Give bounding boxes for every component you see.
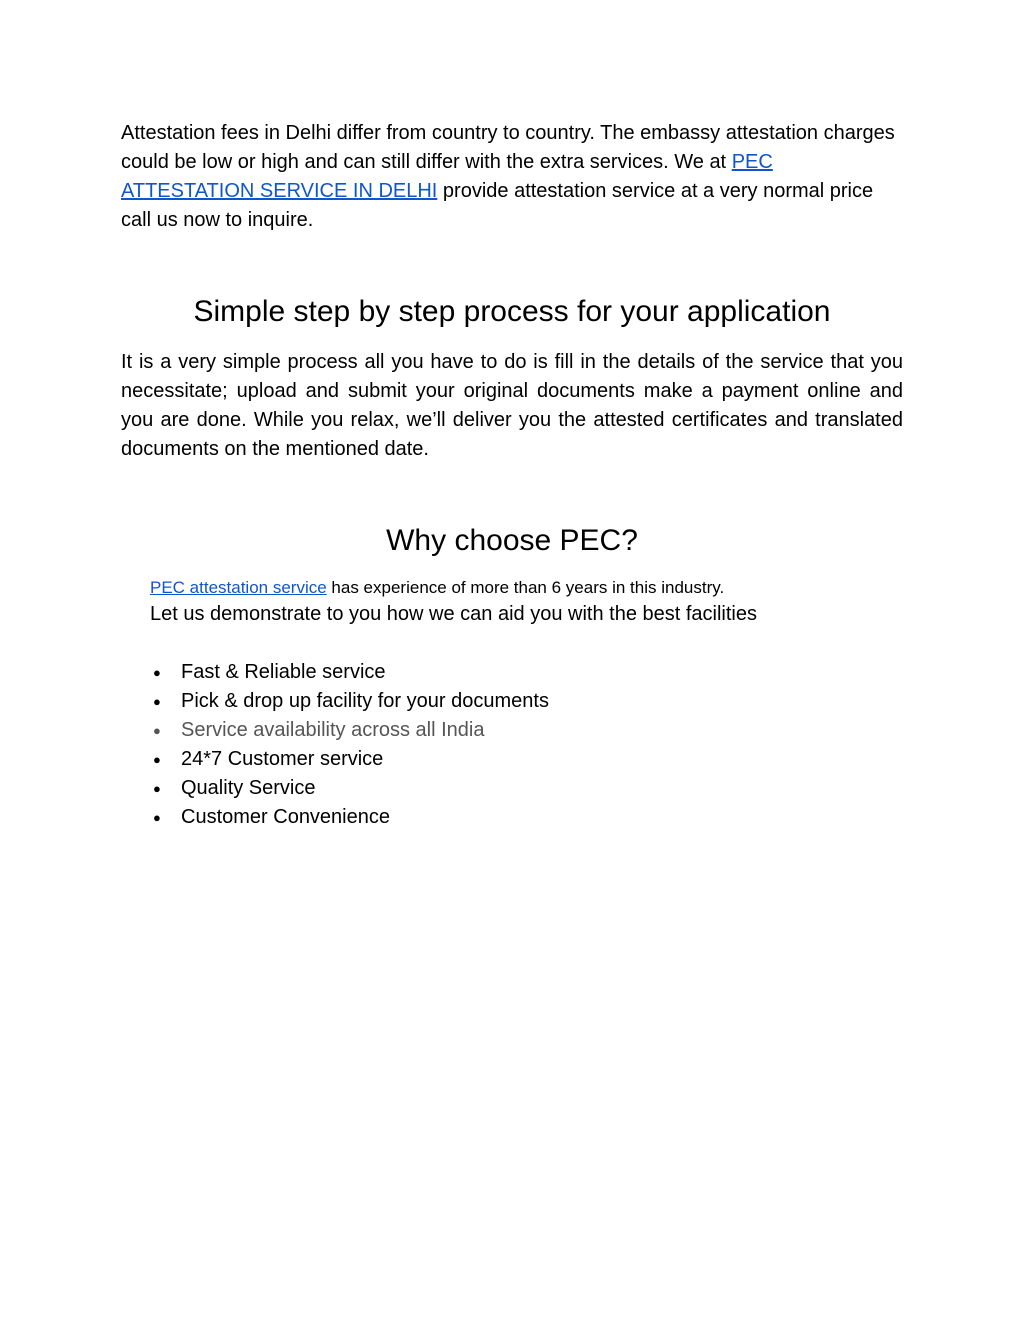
- list-item-label: Quality Service: [181, 777, 316, 799]
- intro-paragraph: [121, 119, 903, 235]
- bullet-icon: ●: [153, 723, 161, 738]
- list-item-label: Customer Convenience: [181, 806, 390, 828]
- intro-text-after: provide attestation service at a very normal price call us now to inquire.: [121, 180, 874, 231]
- pec-delhi-link[interactable]: PEC ATTESTATION SERVICE IN DELHI: [121, 151, 773, 202]
- experience-text: has experience of more than 6 years in this industry.: [326, 578, 725, 597]
- bullet-icon: ●: [153, 810, 161, 825]
- list-item: [150, 803, 549, 832]
- list-item: [150, 716, 549, 745]
- process-paragraph: It is a very simple process all you have to do is fill in the details of the service that you necessitate; upload and submit your original documents make a payment online and you are done. While you relax, we’ll deliver you the attested certificates and translated documents on the mentioned date.: [121, 351, 903, 460]
- facilities-intro: Let us demonstrate to you how we can aid you with the best facilities: [150, 603, 758, 625]
- list-item-label: Pick & drop up facility for your documents: [181, 690, 549, 712]
- process-heading: Simple step by step process for your application: [193, 295, 831, 328]
- bullet-icon: ●: [153, 694, 161, 709]
- list-item: [150, 687, 549, 716]
- intro-text-before: Attestation fees in Delhi differ from country to country. The embassy attestation charges could be low or high and can still differ with the extra services. We at: [121, 122, 895, 173]
- list-item: [150, 745, 549, 774]
- list-item-label: 24*7 Customer service: [181, 748, 384, 770]
- list-item-label: Service availability across all India: [181, 719, 485, 741]
- list-item: [150, 774, 549, 803]
- bullet-icon: ●: [153, 665, 161, 680]
- experience-line: [150, 577, 724, 599]
- pec-attestation-link[interactable]: PEC attestation service: [150, 578, 327, 597]
- bullet-icon: ●: [153, 781, 161, 796]
- bullet-icon: ●: [153, 752, 161, 767]
- why-choose-heading: Why choose PEC?: [386, 524, 638, 557]
- list-item: [150, 658, 549, 687]
- features-list: [150, 658, 549, 832]
- list-item-label: Fast & Reliable service: [181, 661, 386, 683]
